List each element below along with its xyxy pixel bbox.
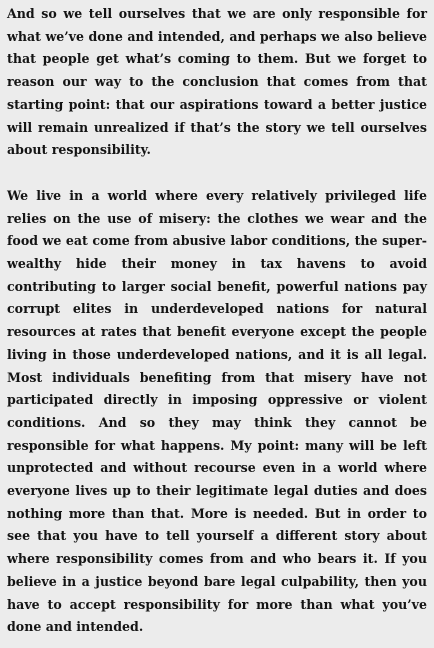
paragraph-1: And so we tell ourselves that we are only responsible for what we’ve done and intended, and perhaps we also believe that people get what’s coming to them. But we forget to reason our way to the conclusion that comes from that starting point: that our aspirations toward a better justice will remain unrealized if that’s the story we tell ourselves about responsibility. [7, 6, 427, 158]
paragraph-2: We live in a world where every relatively privileged life relies on the use of misery: the clothes we wear and the food we eat come from abusive labor conditions, the super-wealthy hide their money in tax havens to avoid contributing to larger social benefit, powerful nations pay corrupt elites in underdeveloped nations for natural resources at rates that benefit everyone except the people living in those underdeveloped nations, and it is all legal. Most individuals benefiting from that misery have not participated directly in imposing oppressive or violent conditions. And so they may think they cannot be responsible for what happens. My point: many will be left unprotected and without recourse even in a world where everyone lives up to their legitimate legal duties and does nothing more than that. More is needed. But in order to see that you have to tell yourself a different story about where responsibility comes from and who bears it. If you believe in a justice beyond bare legal culpability, then you have to accept responsibility for more than what you’ve done and intended. [7, 187, 427, 635]
